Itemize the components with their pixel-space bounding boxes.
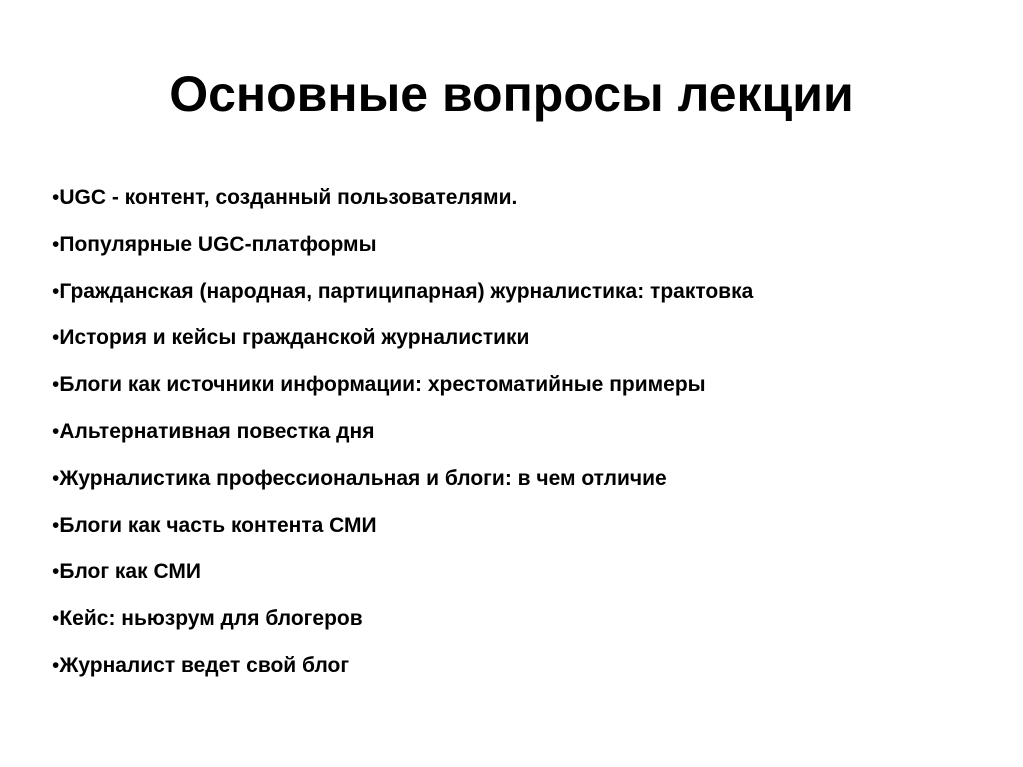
list-item-text: История и кейсы гражданской журналистики: [59, 326, 530, 350]
bullet-list: [52, 178, 753, 693]
bullet-icon: •: [52, 373, 60, 397]
list-item: [52, 318, 753, 365]
bullet-icon: •: [52, 653, 60, 677]
list-item: [52, 599, 753, 646]
bullet-icon: •: [52, 186, 60, 209]
list-item-text: Блоги как источники информации: хрестоматийные примеры: [59, 373, 706, 397]
list-item-text: Блоги как часть контента СМИ: [59, 513, 377, 537]
bullet-icon: •: [52, 466, 60, 490]
slide-title: Основные вопросы лекции: [169, 66, 854, 122]
list-item: [52, 178, 753, 225]
bullet-icon: •: [52, 560, 60, 584]
list-item-text: UGC - контент, созданный пользователями.: [59, 186, 518, 209]
list-item: [52, 459, 753, 506]
list-item: [52, 365, 753, 412]
bullet-icon: •: [52, 232, 60, 256]
list-item: [52, 646, 753, 693]
list-item: [52, 412, 753, 459]
list-item: [52, 506, 753, 553]
bullet-icon: •: [52, 326, 60, 350]
list-item-text: Кейс: ньюзрум для блогеров: [59, 607, 363, 631]
list-item-text: Популярные UGC-платформы: [59, 232, 377, 256]
list-item-text: Гражданская (народная, партиципарная) журналистика: трактовка: [59, 279, 754, 303]
bullet-icon: •: [52, 279, 60, 303]
list-item-text: Журналист ведет свой блог: [59, 653, 350, 677]
list-item-text: Альтернативная повестка дня: [59, 419, 375, 443]
list-item-text: Журналистика профессиональная и блоги: в чем отличие: [59, 466, 667, 490]
list-item-text: Блог как СМИ: [59, 560, 201, 584]
bullet-icon: •: [52, 419, 60, 443]
bullet-icon: •: [52, 513, 60, 537]
list-item: [52, 552, 753, 599]
bullet-icon: •: [52, 607, 60, 631]
list-item: [52, 272, 753, 319]
list-item: [52, 225, 753, 272]
